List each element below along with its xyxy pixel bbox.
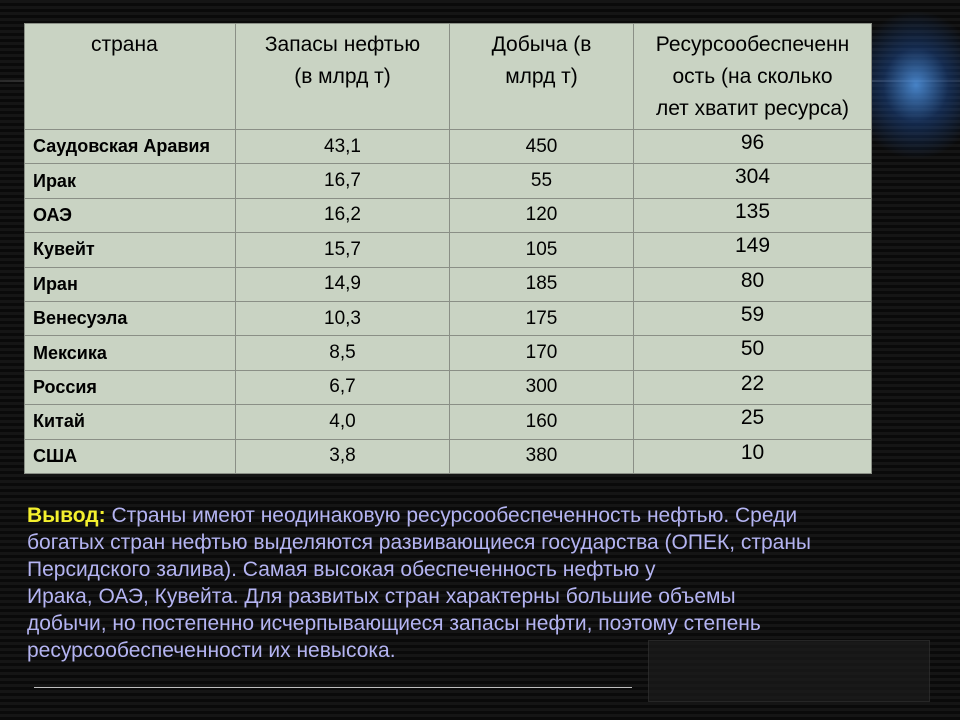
table-row [25, 439, 872, 473]
cell-production: 185 [450, 267, 634, 301]
cell-resource-supply: 22 [634, 370, 872, 404]
cell-country: Россия [25, 370, 236, 404]
cell-production: 55 [450, 164, 634, 198]
table-row [25, 267, 872, 301]
table-row [25, 405, 872, 439]
table-header-row [25, 24, 872, 130]
cell-production: 120 [450, 198, 634, 232]
cell-production: 450 [450, 130, 634, 164]
conclusion-line: ресурсообеспеченности их невысока. [27, 639, 396, 662]
cell-country: Кувейт [25, 233, 236, 267]
cell-reserves: 15,7 [236, 233, 450, 267]
cell-resource-supply: 50 [634, 336, 872, 370]
cell-reserves: 16,7 [236, 164, 450, 198]
cell-reserves: 16,2 [236, 198, 450, 232]
cell-resource-supply: 80 [634, 267, 872, 301]
header-reserves: Запасы нефтью (в млрд т) [236, 24, 450, 130]
cell-reserves: 10,3 [236, 301, 450, 335]
table-row [25, 130, 872, 164]
cell-country: Ирак [25, 164, 236, 198]
cell-production: 300 [450, 370, 634, 404]
conclusion-line: богатых стран нефтью выделяются развивающиеся государства (ОПЕК, страны [27, 531, 812, 554]
cell-production: 160 [450, 405, 634, 439]
table-row [25, 198, 872, 232]
cell-resource-supply: 96 [634, 130, 872, 164]
cell-reserves: 14,9 [236, 267, 450, 301]
header-resource-supply: Ресурсообеспеченн ость (на сколько лет хватит ресурса) [634, 24, 872, 130]
cell-country: США [25, 439, 236, 473]
cell-country: Иран [25, 267, 236, 301]
table-row [25, 370, 872, 404]
cell-reserves: 4,0 [236, 405, 450, 439]
conclusion-line: Персидского залива). Самая высокая обеспеченность нефтью у [27, 558, 656, 581]
cell-production: 170 [450, 336, 634, 370]
cell-production: 380 [450, 439, 634, 473]
cell-reserves: 3,8 [236, 439, 450, 473]
cell-resource-supply: 304 [634, 164, 872, 198]
header-country: страна [25, 24, 236, 130]
table-row [25, 336, 872, 370]
cell-resource-supply: 59 [634, 301, 872, 335]
cell-country: Мексика [25, 336, 236, 370]
cell-resource-supply: 135 [634, 198, 872, 232]
cell-country: Венесуэла [25, 301, 236, 335]
cell-country: ОАЭ [25, 198, 236, 232]
cell-country: Китай [25, 405, 236, 439]
cell-country: Саудовская Аравия [25, 130, 236, 164]
cell-reserves: 6,7 [236, 370, 450, 404]
oil-table-container [24, 23, 871, 468]
conclusion-line: Вывод: Страны имеют неодинаковую ресурсообеспеченность нефтью. Среди [27, 504, 798, 527]
conclusion-text [27, 502, 937, 664]
header-production: Добыча (в млрд т) [450, 24, 634, 130]
table-row [25, 233, 872, 267]
cell-reserves: 43,1 [236, 130, 450, 164]
cell-reserves: 8,5 [236, 336, 450, 370]
table-row [25, 164, 872, 198]
oil-reserves-table [24, 23, 872, 474]
conclusion-line: добычи, но постепенно исчерпывающиеся запасы нефти, поэтому степень [27, 612, 761, 635]
cell-production: 105 [450, 233, 634, 267]
cell-resource-supply: 25 [634, 405, 872, 439]
cell-resource-supply: 10 [634, 439, 872, 473]
decorative-underline [34, 687, 632, 688]
cell-resource-supply: 149 [634, 233, 872, 267]
table-row [25, 301, 872, 335]
conclusion-line: Ирака, ОАЭ, Кувейта. Для развитых стран характерны большие объемы [27, 585, 736, 608]
conclusion-label: Вывод: [27, 504, 106, 527]
cell-production: 175 [450, 301, 634, 335]
